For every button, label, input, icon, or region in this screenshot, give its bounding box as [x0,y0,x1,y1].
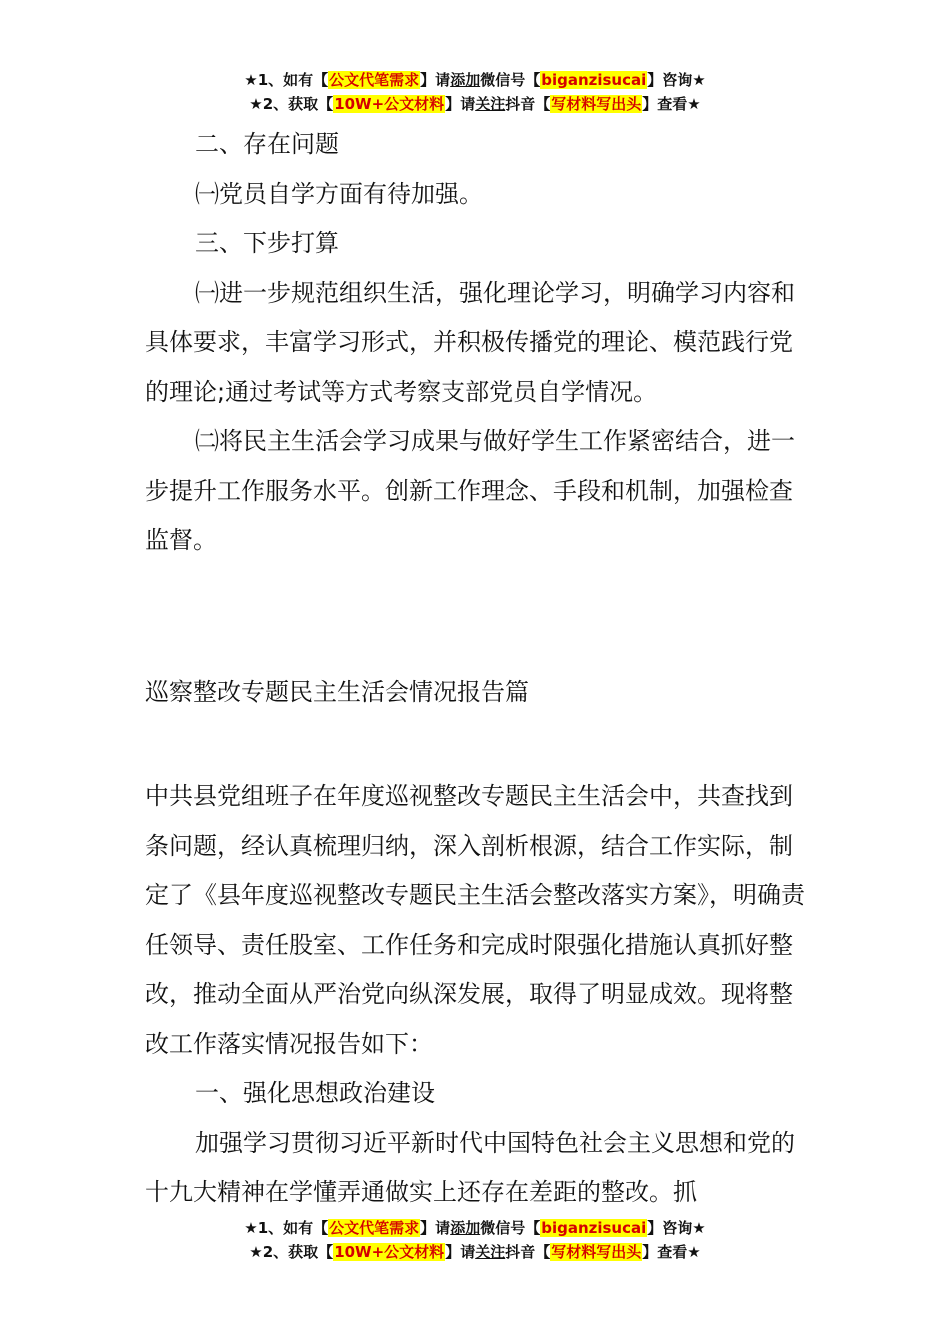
highlight-text: 10W+公文材料 [334,1243,445,1261]
banner-line-1: ★1、如有【公文代笔需求】请添加微信号【biganzisucai】咨询★ [244,1219,706,1237]
section-two [145,772,810,1218]
bottom-banner [0,1216,950,1264]
highlight-text: 公文代笔需求 [329,1219,420,1237]
heading-political: 一、强化思想政治建设 [195,1079,435,1107]
top-banner [0,68,950,116]
paragraph: 加强学习贯彻习近平新时代中国特色社会主义思想和党的十九大精神在学懂弄通做实上还存在差距的整改。抓 [145,1128,795,1206]
highlight-text: 10W+公文材料 [334,95,445,113]
banner-line-1: ★1、如有【公文代笔需求】请添加微信号【biganzisucai】咨询★ [244,71,706,89]
banner-line-2: ★2、获取【10W+公文材料】请关注抖音【写材料写出头】查看★ [249,1243,701,1261]
banner-line-2: ★2、获取【10W+公文材料】请关注抖音【写材料写出头】查看★ [249,95,701,113]
intro-paragraph: 中共县党组班子在年度巡视整改专题民主生活会中，共查找到条问题，经认真梳理归纳，深入剖析根源，结合工作实际，制定了《县年度巡视整改专题民主生活会整改落实方案》，明确责任领导、责任股室、工作任务和完成时限强化措施认真抓好整改，推动全面从严治党向纵深发展，取得了明显成效。现将整改工作落实情况报告如下： [145,782,805,1058]
paragraph: ㈠党员自学方面有待加强。 [195,179,483,208]
section-one [145,120,810,566]
heading-next-steps: 三、下步打算 [195,229,339,257]
paragraph: ㈡将民主生活会学习成果与做好学生工作紧密结合，进一步提升工作服务水平。创新工作理念、手段和机制，加强检查监督。 [145,427,795,554]
highlight-text: 公文代笔需求 [329,71,420,89]
article-title: 巡察整改专题民主生活会情况报告篇 [145,678,529,706]
douyin-id: 写材料写出头 [551,95,642,113]
wechat-id: biganzisucai [541,1219,647,1237]
paragraph: ㈠进一步规范组织生活，强化理论学习，明确学习内容和具体要求，丰富学习形式，并积极传播党的理论、模范践行党的理论;通过考试等方式考察支部党员自学情况。 [145,278,795,406]
douyin-id: 写材料写出头 [551,1243,642,1261]
wechat-id: biganzisucai [541,71,647,89]
heading-problems: 二、存在问题 [195,130,339,158]
